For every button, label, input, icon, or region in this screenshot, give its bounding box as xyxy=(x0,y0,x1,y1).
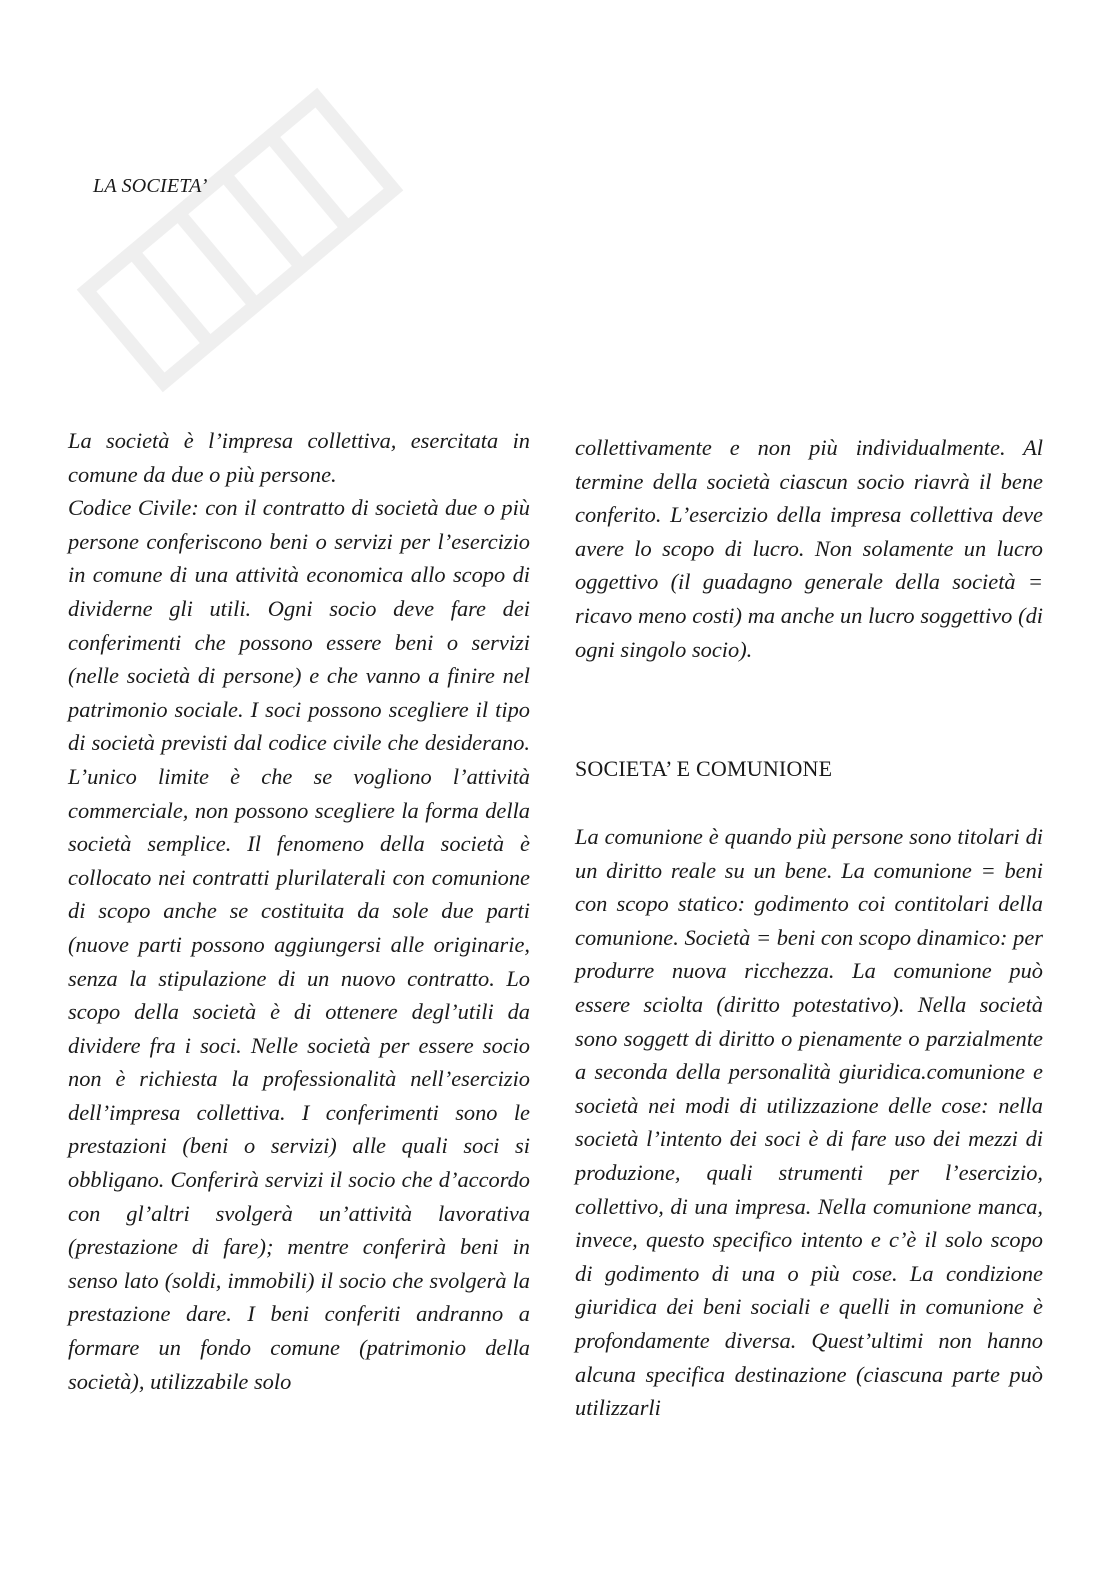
watermark-graphic xyxy=(30,60,450,420)
left-paragraph-body: Codice Civile: con il contratto di società due o più persone conferiscono beni o servizi per l’esercizio in comune di una attività economica allo scopo di dividerne gli utili. Ogni socio deve fare dei conferimenti che possono essere beni o servizi (nelle società di persone) e che vanno a finire nel patrimonio sociale. I soci possono scegliere il tipo di società previsti dal codice civile che desiderano. L’unico limite è che se vogliono l’attività commerciale, non possono scegliere la forma della società semplice. Il fenomeno della società è collocato nei contratti plurilaterali con comunione di scopo anche se costituita da sole due parti (nuove parti possono aggiungersi alle originarie, senza la stipulazione di un nuovo contratto. Lo scopo della società è di ottenere degl’utili da dividere fra i soci. Nelle società per essere socio non è richiesta la professionalità nell’esercizio dell’impresa collettiva. I conferimenti sono le prestazioni (beni o servizi) alle quali soci si obbligano. Conferirà servizi il socio che d’accordo con gl’altri svolgerà un’attività lavorativa (prestazione di fare); mentre conferirà beni in senso lato (soldi, immobili) il socio che svolgerà la prestazione dare. I beni conferiti andranno a formare un fondo comune (patrimonio della società), utilizzabile solo xyxy=(68,495,530,1394)
page-title: LA SOCIETA’ xyxy=(93,175,208,197)
right-paragraph-comunione: La comunione è quando più persone sono titolari di un diritto reale su un bene. La comunione = beni con scopo statico: godimento coi contitolari della comunione. Società = beni con scopo dinamico: per produrre nuova ricchezza. La comunione può essere sciolta (diritto potestativo). Nella società sono soggett di diritto o pienamente o parzialmente a seconda della personalità giuridica.comunione e società nei modi di utilizzazione delle cose: nella società l’intento dei soci è di fare uso dei mezzi di produzione, quali strumenti per l’esercizio, collettivo, di una impresa. Nella comunione manca, invece, questo specifico intento e c’è il solo scopo di godimento di una o più cose. La condizione giuridica dei beni sociali e quelli in comunione è profondamente diversa. Quest’ultimi non hanno alcuna specifica destinazione (ciascuna parte può utilizzarli xyxy=(575,824,1043,1421)
right-paragraph-continuation: collettivamente e non più individualmente. Al termine della società ciascun socio riavrà il bene conferito. L’esercizio della impresa collettiva deve avere lo scopo di lucro. Non solamente un lucro oggettivo (il guadagno generale della società = ricavo meno costi) ma anche un lucro soggettivo (di ogni singolo socio). xyxy=(575,435,1043,662)
left-paragraph-intro: La società è l’impresa collettiva, esercitata in comune da due o più persone. xyxy=(68,428,530,487)
section-heading: SOCIETA’ E COMUNIONE xyxy=(575,756,833,781)
right-column-bottom xyxy=(575,820,1043,1425)
left-column xyxy=(68,424,530,1398)
right-column-top xyxy=(575,431,1043,666)
